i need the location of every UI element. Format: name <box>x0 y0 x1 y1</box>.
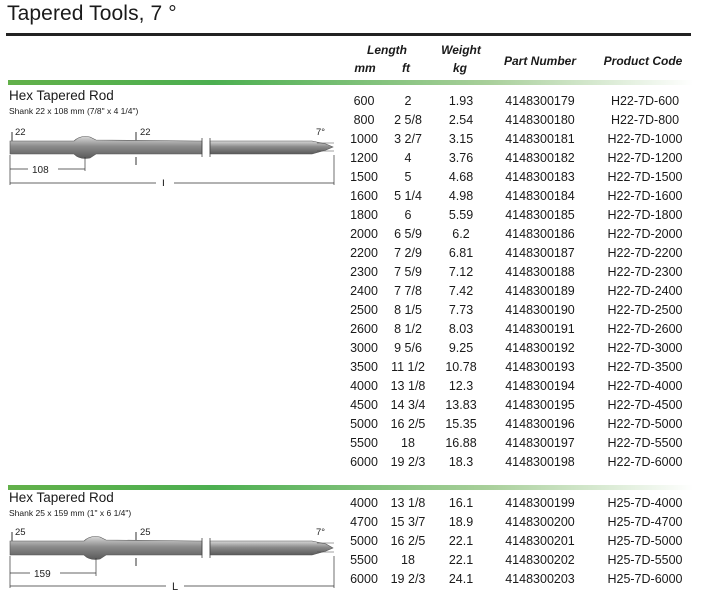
product-code-cell: H22-7D-1200 <box>607 151 683 165</box>
length-mm-cell: 3500 <box>350 360 378 374</box>
weight-cell: 15.35 <box>445 417 477 431</box>
product-code-cell: H25-7D-5000 <box>607 534 683 548</box>
length-ft-cell: 19 2/3 <box>390 572 426 586</box>
product-code-cell: H22-7D-6000 <box>607 455 683 469</box>
length-mm-cell: 1800 <box>350 208 378 222</box>
length-ft-cell: 6 <box>404 208 412 222</box>
part-number-cell: 4148300198 <box>505 455 575 469</box>
length-mm-cell: 6000 <box>350 455 378 469</box>
table-row <box>0 571 719 590</box>
length-mm-cell: 4500 <box>350 398 378 412</box>
s1-dia-mid: 22 <box>140 127 151 138</box>
table-row <box>0 226 719 245</box>
weight-cell: 22.1 <box>448 553 474 567</box>
product-code-cell: H22-7D-1000 <box>607 132 683 146</box>
part-number-cell: 4148300181 <box>505 132 575 146</box>
table-row <box>0 321 719 340</box>
s1-shank-length: 108 <box>32 165 49 176</box>
length-mm-cell: 600 <box>353 94 375 108</box>
length-ft-cell: 16 2/5 <box>390 417 426 431</box>
part-number-cell: 4148300191 <box>505 322 575 336</box>
product-code-cell: H22-7D-5500 <box>607 436 683 450</box>
section1-divider <box>8 80 693 85</box>
product-code-cell: H22-7D-1600 <box>607 189 683 203</box>
length-ft-cell: 13 1/8 <box>390 496 426 510</box>
product-code-cell: H22-7D-4000 <box>607 379 683 393</box>
weight-cell: 7.12 <box>448 265 474 279</box>
length-mm-cell: 2500 <box>350 303 378 317</box>
s2-total-length: L <box>172 581 179 590</box>
weight-cell: 13.83 <box>445 398 477 412</box>
part-number-cell: 4148300199 <box>505 496 575 510</box>
s1-total-length: L <box>162 178 169 186</box>
table-row <box>0 533 719 552</box>
table-row <box>0 112 719 131</box>
length-ft-cell: 9 5/6 <box>394 341 422 355</box>
table-row <box>0 340 719 359</box>
part-number-cell: 4148300193 <box>505 360 575 374</box>
table-row <box>0 435 719 454</box>
header-length: Length <box>367 43 407 57</box>
length-mm-cell: 6000 <box>350 572 378 586</box>
s2-dia-left: 25 <box>15 527 26 538</box>
section2-shank: Shank 25 x 159 mm (1" x 6 1/4") <box>9 508 132 518</box>
title-divider <box>6 33 691 36</box>
length-ft-cell: 7 5/9 <box>394 265 422 279</box>
product-code-cell: H22-7D-5000 <box>607 417 683 431</box>
s1-dia-left: 22 <box>15 127 26 138</box>
length-ft-cell: 11 1/2 <box>391 360 425 374</box>
length-mm-cell: 1200 <box>350 151 378 165</box>
part-number-cell: 4148300190 <box>505 303 575 317</box>
length-mm-cell: 5500 <box>350 436 378 450</box>
length-ft-cell: 2 5/8 <box>394 113 422 127</box>
length-ft-cell: 18 <box>401 553 415 567</box>
length-ft-cell: 4 <box>404 151 412 165</box>
weight-cell: 4.98 <box>448 189 474 203</box>
weight-cell: 22.1 <box>448 534 474 548</box>
weight-cell: 8.03 <box>448 322 474 336</box>
length-mm-cell: 4700 <box>350 515 378 529</box>
header-weight: Weight <box>441 43 481 57</box>
section2-title: Hex Tapered Rod <box>9 490 114 505</box>
page-title: Tapered Tools, 7 ° <box>7 2 177 25</box>
table-row <box>0 552 719 571</box>
length-mm-cell: 5000 <box>350 417 378 431</box>
weight-cell: 6.2 <box>452 227 470 241</box>
weight-cell: 6.81 <box>448 246 474 260</box>
length-ft-cell: 5 1/4 <box>394 189 422 203</box>
weight-cell: 18.9 <box>448 515 474 529</box>
product-code-cell: H22-7D-1800 <box>607 208 683 222</box>
weight-cell: 16.1 <box>448 496 474 510</box>
length-mm-cell: 2200 <box>350 246 378 260</box>
part-number-cell: 4148300182 <box>505 151 575 165</box>
table-row <box>0 454 719 473</box>
product-code-cell: H22-7D-2600 <box>607 322 683 336</box>
length-mm-cell: 1500 <box>350 170 378 184</box>
part-number-cell: 4148300192 <box>505 341 575 355</box>
weight-cell: 12.3 <box>448 379 474 393</box>
product-code-cell: H22-7D-600 <box>610 94 680 108</box>
product-code-cell: H22-7D-2500 <box>607 303 683 317</box>
product-code-cell: H25-7D-5500 <box>607 553 683 567</box>
length-ft-cell: 16 2/5 <box>390 534 426 548</box>
part-number-cell: 4148300186 <box>505 227 575 241</box>
product-code-cell: H22-7D-1500 <box>607 170 683 184</box>
table-row <box>0 264 719 283</box>
table-row <box>0 131 719 150</box>
length-mm-cell: 2600 <box>350 322 378 336</box>
part-number-cell: 4148300184 <box>505 189 575 203</box>
product-code-cell: H22-7D-2200 <box>607 246 683 260</box>
length-mm-cell: 800 <box>353 113 375 127</box>
weight-cell: 18.3 <box>448 455 474 469</box>
length-mm-cell: 1600 <box>350 189 378 203</box>
s1-angle: 7° <box>316 127 326 138</box>
length-mm-cell: 5500 <box>350 553 378 567</box>
part-number-cell: 4148300187 <box>505 246 575 260</box>
table-row <box>0 150 719 169</box>
part-number-cell: 4148300200 <box>505 515 575 529</box>
part-number-cell: 4148300197 <box>505 436 575 450</box>
weight-cell: 1.93 <box>448 94 474 108</box>
part-number-cell: 4148300196 <box>505 417 575 431</box>
part-number-cell: 4148300180 <box>505 113 575 127</box>
weight-cell: 4.68 <box>448 170 474 184</box>
weight-cell: 2.54 <box>448 113 474 127</box>
table-row <box>0 207 719 226</box>
weight-cell: 10.78 <box>445 360 477 374</box>
table-row <box>0 188 719 207</box>
header-product-code: Product Code <box>603 54 683 68</box>
length-mm-cell: 2000 <box>350 227 378 241</box>
weight-cell: 24.1 <box>448 572 474 586</box>
length-ft-cell: 3 2/7 <box>394 132 422 146</box>
table-row <box>0 302 719 321</box>
length-ft-cell: 15 3/7 <box>390 515 426 529</box>
table-row <box>0 283 719 302</box>
table-row <box>0 245 719 264</box>
length-ft-cell: 7 7/8 <box>394 284 422 298</box>
weight-cell: 5.59 <box>448 208 474 222</box>
product-code-cell: H22-7D-2000 <box>607 227 683 241</box>
section1-table <box>0 93 719 473</box>
length-ft-cell: 8 1/5 <box>394 303 422 317</box>
part-number-cell: 4148300194 <box>505 379 575 393</box>
s2-shank-length: 159 <box>34 569 51 580</box>
section1-title: Hex Tapered Rod <box>9 88 114 103</box>
length-ft-cell: 7 2/9 <box>394 246 422 260</box>
length-mm-cell: 1000 <box>350 132 378 146</box>
product-code-cell: H22-7D-3000 <box>607 341 683 355</box>
table-row <box>0 397 719 416</box>
weight-cell: 3.76 <box>448 151 474 165</box>
length-ft-cell: 8 1/2 <box>394 322 422 336</box>
length-ft-cell: 18 <box>401 436 415 450</box>
weight-cell: 3.15 <box>448 132 474 146</box>
part-number-cell: 4148300189 <box>505 284 575 298</box>
table-row <box>0 495 719 514</box>
length-ft-cell: 2 <box>404 94 412 108</box>
length-mm-cell: 3000 <box>350 341 378 355</box>
length-ft-cell: 14 3/4 <box>390 398 426 412</box>
weight-cell: 9.25 <box>448 341 474 355</box>
part-number-cell: 4148300188 <box>505 265 575 279</box>
header-kg: kg <box>452 61 467 75</box>
length-ft-cell: 5 <box>404 170 412 184</box>
weight-cell: 7.42 <box>448 284 474 298</box>
table-row <box>0 514 719 533</box>
weight-cell: 16.88 <box>445 436 477 450</box>
length-mm-cell: 4000 <box>350 379 378 393</box>
table-row <box>0 93 719 112</box>
product-code-cell: H25-7D-4700 <box>607 515 683 529</box>
part-number-cell: 4148300202 <box>505 553 575 567</box>
product-code-cell: H22-7D-800 <box>610 113 680 127</box>
table-row <box>0 378 719 397</box>
header-ft: ft <box>402 61 410 75</box>
product-code-cell: H22-7D-3500 <box>607 360 683 374</box>
product-code-cell: H22-7D-2400 <box>607 284 683 298</box>
header-part-number: Part Number <box>503 54 577 68</box>
length-ft-cell: 19 2/3 <box>390 455 426 469</box>
length-ft-cell: 6 5/9 <box>394 227 422 241</box>
product-code-cell: H22-7D-2300 <box>607 265 683 279</box>
part-number-cell: 4148300201 <box>505 534 575 548</box>
length-ft-cell: 13 1/8 <box>390 379 426 393</box>
length-mm-cell: 2400 <box>350 284 378 298</box>
table-row <box>0 416 719 435</box>
product-code-cell: H25-7D-6000 <box>607 572 683 586</box>
section1-shank: Shank 22 x 108 mm (7/8" x 4 1/4") <box>9 106 139 116</box>
part-number-cell: 4148300179 <box>505 94 575 108</box>
length-mm-cell: 4000 <box>350 496 378 510</box>
part-number-cell: 4148300203 <box>505 572 575 586</box>
length-mm-cell: 5000 <box>350 534 378 548</box>
product-code-cell: H25-7D-4000 <box>607 496 683 510</box>
s2-dia-mid: 25 <box>140 527 151 538</box>
product-code-cell: H22-7D-4500 <box>607 398 683 412</box>
part-number-cell: 4148300183 <box>505 170 575 184</box>
part-number-cell: 4148300195 <box>505 398 575 412</box>
weight-cell: 7.73 <box>448 303 474 317</box>
table-row <box>0 359 719 378</box>
section2-table <box>0 495 719 590</box>
part-number-cell: 4148300185 <box>505 208 575 222</box>
table-row <box>0 169 719 188</box>
length-mm-cell: 2300 <box>350 265 378 279</box>
header-mm: mm <box>354 61 376 75</box>
s2-angle: 7° <box>316 527 326 538</box>
